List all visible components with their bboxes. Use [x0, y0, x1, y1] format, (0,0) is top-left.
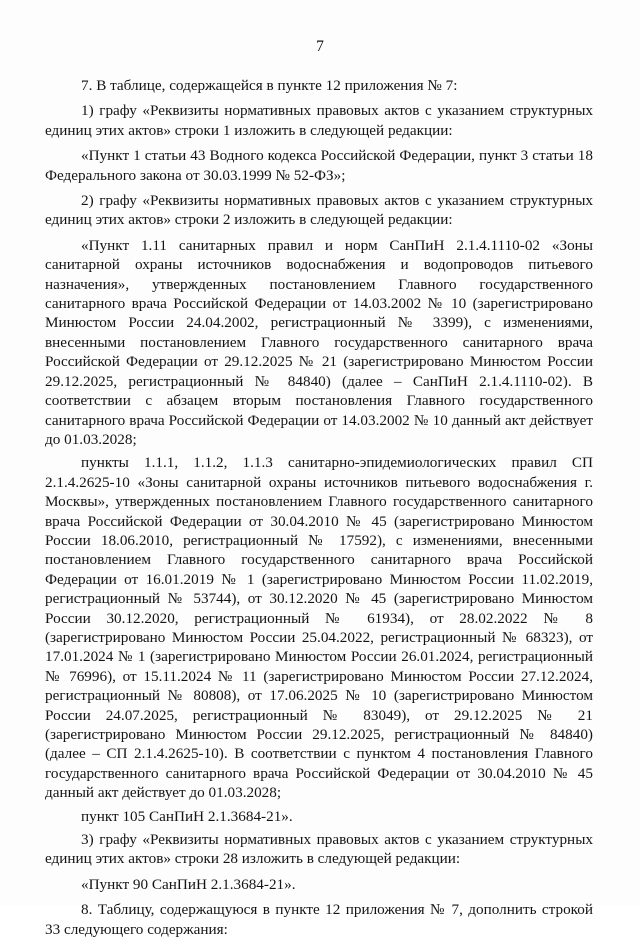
- paragraph-quote-row-2-end: пункт 105 СанПиН 2.1.3684-21».: [81, 807, 293, 825]
- paragraph-item-7-intro: 7. В таблице, содержащейся в пункте 12 приложения № 7:: [81, 77, 458, 94]
- paragraph-subitem-3: 3) графу «Реквизиты нормативных правовых актов с указанием структурных единиц этих актов» строки 28 изложить в следующей редакции:: [45, 831, 593, 868]
- document-body: [45, 76, 593, 945]
- paragraph-quote-row-2-sp: пункты 1.1.1, 1.1.2, 1.1.3 санитарно-эпидемиологических правил СП 2.1.4.2625-10 «Зоны санитарной охраны источников питьевого водоснабжения г. Москвы», утвержденных постановлением Главного государственного санитарного врача Российской Федерации от 30.04.2010 № 45 (зарегистрировано Минюстом России 18.06.2010, регистрационный № 17592), с изменениями, внесенными постановлением Главного государственного санитарного врача Российской Федерации от 16.01.2019 № 1 (зарегистрировано Минюстом России 11.02.2019, регистрационный № 53744), от 30.12.2020 № 45 (зарегистрировано Минюстом России 30.12.2020, регистрационный № 61934), от 28.02.2022 № 8 (зарегистрировано Минюстом России 25.04.2022, регистрационный № 68323), от 17.01.2024 № 1 (зарегистрировано Минюстом России 26.01.2024, регистрационный № 76996), от 15.11.2024 № 11 (зарегистрировано Минюстом России 27.12.2024, регистрационный № 80808), от 17.06.2025 № 10 (зарегистрировано Минюстом России 24.07.2025, регистрационный № 83049), от 29.12.2025 № 21 (зарегистрировано Минюстом России 29.12.2025, регистрационный № 84840) (далее – СП 2.1.4.2625-10). В соответствии с пунктом 4 постановления Главного государственного санитарного врача Российской Федерации от 30.04.2010 № 45 данный акт действует до 01.03.2028;: [45, 454, 593, 802]
- paragraph-quote-row-1: «Пункт 1 статьи 43 Водного кодекса Российской Федерации, пункт 3 статьи 18 Федерального закона от 30.03.1999 № 52-ФЗ»;: [45, 147, 593, 184]
- paragraph-subitem-2: 2) графу «Реквизиты нормативных правовых актов с указанием структурных единиц этих актов» строки 2 изложить в следующей редакции:: [45, 192, 593, 229]
- paragraph-quote-row-2-sanpin: «Пункт 1.11 санитарных правил и норм СанПиН 2.1.4.1110-02 «Зоны санитарной охраны источников водоснабжения и водопроводов питьевого назначения», утвержденных постановлением Главного государственного санитарного врача Российской Федерации от 14.03.2002 № 10 (зарегистрировано Минюстом России 24.04.2002, регистрационный № 3399), с изменениями, внесенными постановлением Главного государственного санитарного врача Российской Федерации от 29.12.2025 № 21 (зарегистрировано Минюстом России 29.12.2025, регистрационный № 84840) (далее – СанПиН 2.1.4.1110-02). В соответствии с абзацем вторым постановления Главного государственного санитарного врача Российской Федерации от 14.03.2002 № 10 данный акт действует до 01.03.2028;: [45, 236, 593, 448]
- paragraph-quote-row-28: «Пункт 90 СанПиН 2.1.3684-21».: [81, 875, 296, 893]
- paragraph-subitem-1: 1) графу «Реквизиты нормативных правовых актов с указанием структурных единиц этих актов» строки 1 изложить в следующей редакции:: [45, 102, 593, 139]
- paragraph-item-8: 8. Таблицу, содержащуюся в пункте 12 приложения № 7, дополнить строкой 33 следующего содержания:: [45, 901, 593, 938]
- page-number: 7: [316, 38, 324, 55]
